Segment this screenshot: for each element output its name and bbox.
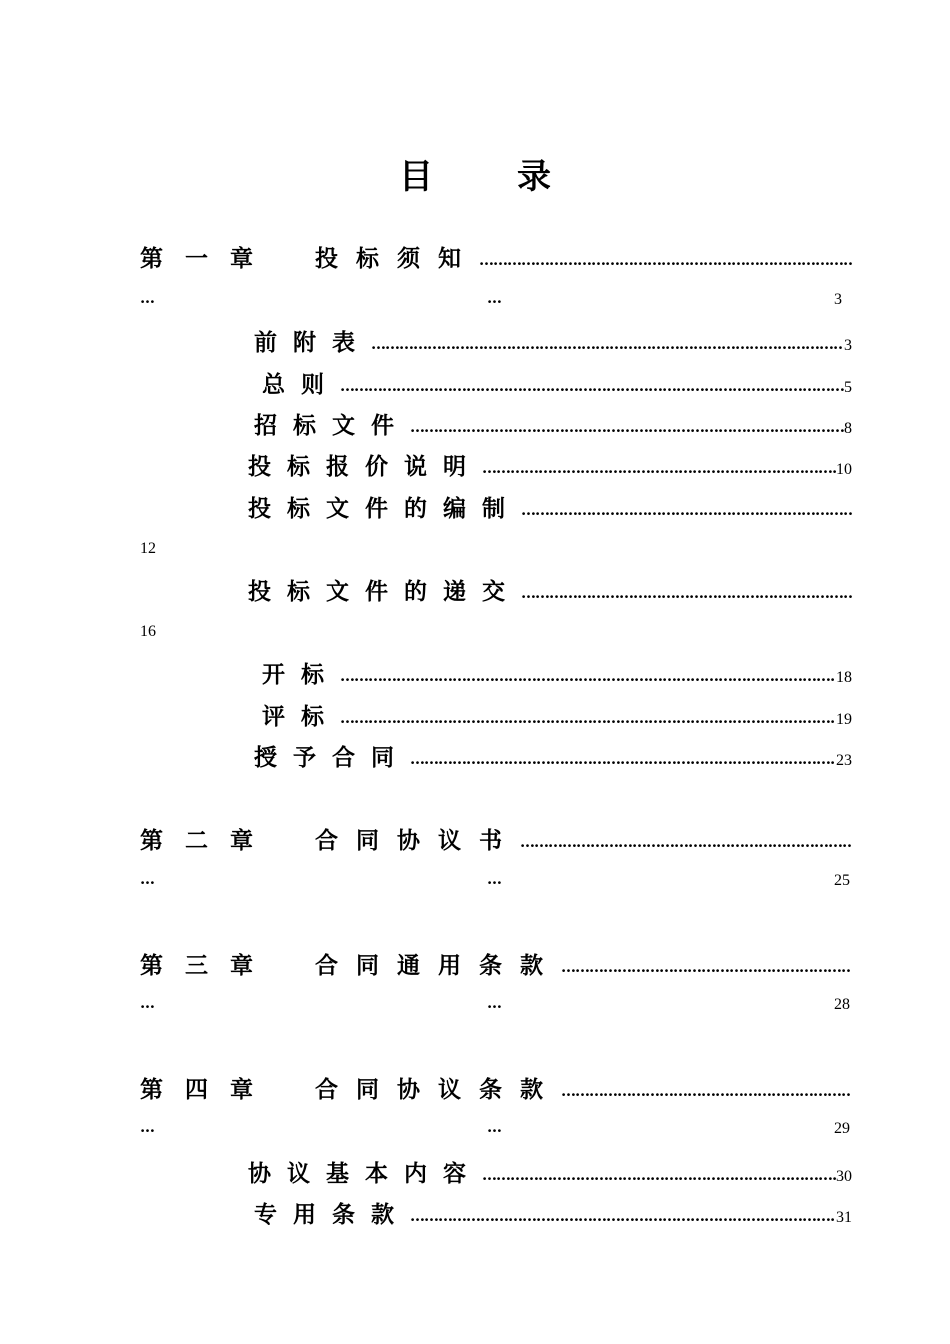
leader-dots [482, 458, 836, 482]
toc-item-label: 前附表 [254, 329, 371, 356]
leader-dots [340, 708, 836, 732]
page-number: 29 [834, 1120, 850, 1137]
leader-dots [340, 376, 844, 400]
toc-chapter-3[interactable] [140, 947, 852, 981]
page-number: 8 [844, 420, 852, 437]
chapter-number: 第二章 [140, 827, 275, 854]
leader-dots-wrap [487, 993, 501, 1013]
chapter-number: 第一章 [140, 245, 275, 272]
toc-item[interactable] [248, 490, 852, 524]
toc-item-label: 授予合同 [254, 744, 410, 771]
leader-dots-wrap [140, 869, 154, 889]
toc-chapter-1[interactable] [140, 240, 852, 274]
page-number: 18 [836, 669, 852, 686]
toc-item-label: 专用条款 [254, 1201, 410, 1228]
leader-dots [410, 749, 836, 773]
leader-dots [340, 666, 836, 690]
leader-dots [410, 417, 844, 441]
page-title: 目录 [399, 157, 635, 197]
page-number: 30 [836, 1168, 852, 1185]
toc-item-label: 投标报价说明 [248, 453, 482, 480]
leader-dots-wrap [140, 1117, 154, 1137]
toc-item[interactable] [254, 1196, 852, 1230]
toc-item-label: 投标文件的编制 [248, 495, 521, 522]
toc-item[interactable] [254, 324, 852, 358]
page-number: 16 [140, 623, 156, 640]
leader-dots-wrap [140, 993, 154, 1013]
toc-chapter-4[interactable] [140, 1071, 852, 1105]
page-number: 10 [836, 461, 852, 478]
toc-item-label: 总则 [262, 371, 340, 398]
page-number: 23 [836, 752, 852, 769]
chapter-title: 投标须知 [315, 245, 479, 272]
toc-item[interactable] [248, 448, 852, 482]
leader-dots [520, 832, 852, 856]
leader-dots [482, 1165, 836, 1189]
leader-dots [521, 583, 852, 607]
chapter-title: 合同协议条款 [315, 1076, 561, 1103]
toc-item-label: 投标文件的递交 [248, 578, 521, 605]
chapter-number: 第三章 [140, 952, 275, 979]
toc-item[interactable] [254, 407, 852, 441]
toc-item[interactable] [262, 656, 852, 690]
page-number: 25 [834, 872, 850, 889]
page-number: 5 [844, 379, 852, 396]
page-number: 12 [140, 540, 156, 557]
leader-dots [371, 334, 844, 358]
leader-dots-wrap [487, 288, 501, 308]
leader-dots [479, 250, 852, 274]
page-number: 28 [834, 996, 850, 1013]
toc-item-label: 评标 [262, 703, 340, 730]
toc-item[interactable] [254, 739, 852, 773]
toc-item[interactable] [262, 366, 852, 400]
chapter-title: 合同通用条款 [315, 952, 561, 979]
leader-dots-wrap [487, 869, 501, 889]
page-number: 19 [836, 711, 852, 728]
page-number: 31 [836, 1209, 852, 1226]
page-number: 3 [834, 291, 842, 308]
chapter-number: 第四章 [140, 1076, 275, 1103]
leader-dots-wrap [140, 288, 154, 308]
leader-dots [521, 500, 852, 524]
toc-item[interactable] [248, 1155, 852, 1189]
toc-item-label: 开标 [262, 661, 340, 688]
toc-chapter-2[interactable] [140, 822, 852, 856]
toc-item[interactable] [248, 573, 852, 607]
leader-dots-wrap [487, 1117, 501, 1137]
leader-dots [561, 957, 852, 981]
leader-dots [561, 1081, 852, 1105]
chapter-title: 合同协议书 [315, 827, 520, 854]
toc-item[interactable] [262, 698, 852, 732]
toc-item-label: 招标文件 [254, 412, 410, 439]
toc-item-label: 协议基本内容 [248, 1160, 482, 1187]
page-number: 3 [844, 337, 852, 354]
leader-dots [410, 1206, 836, 1230]
